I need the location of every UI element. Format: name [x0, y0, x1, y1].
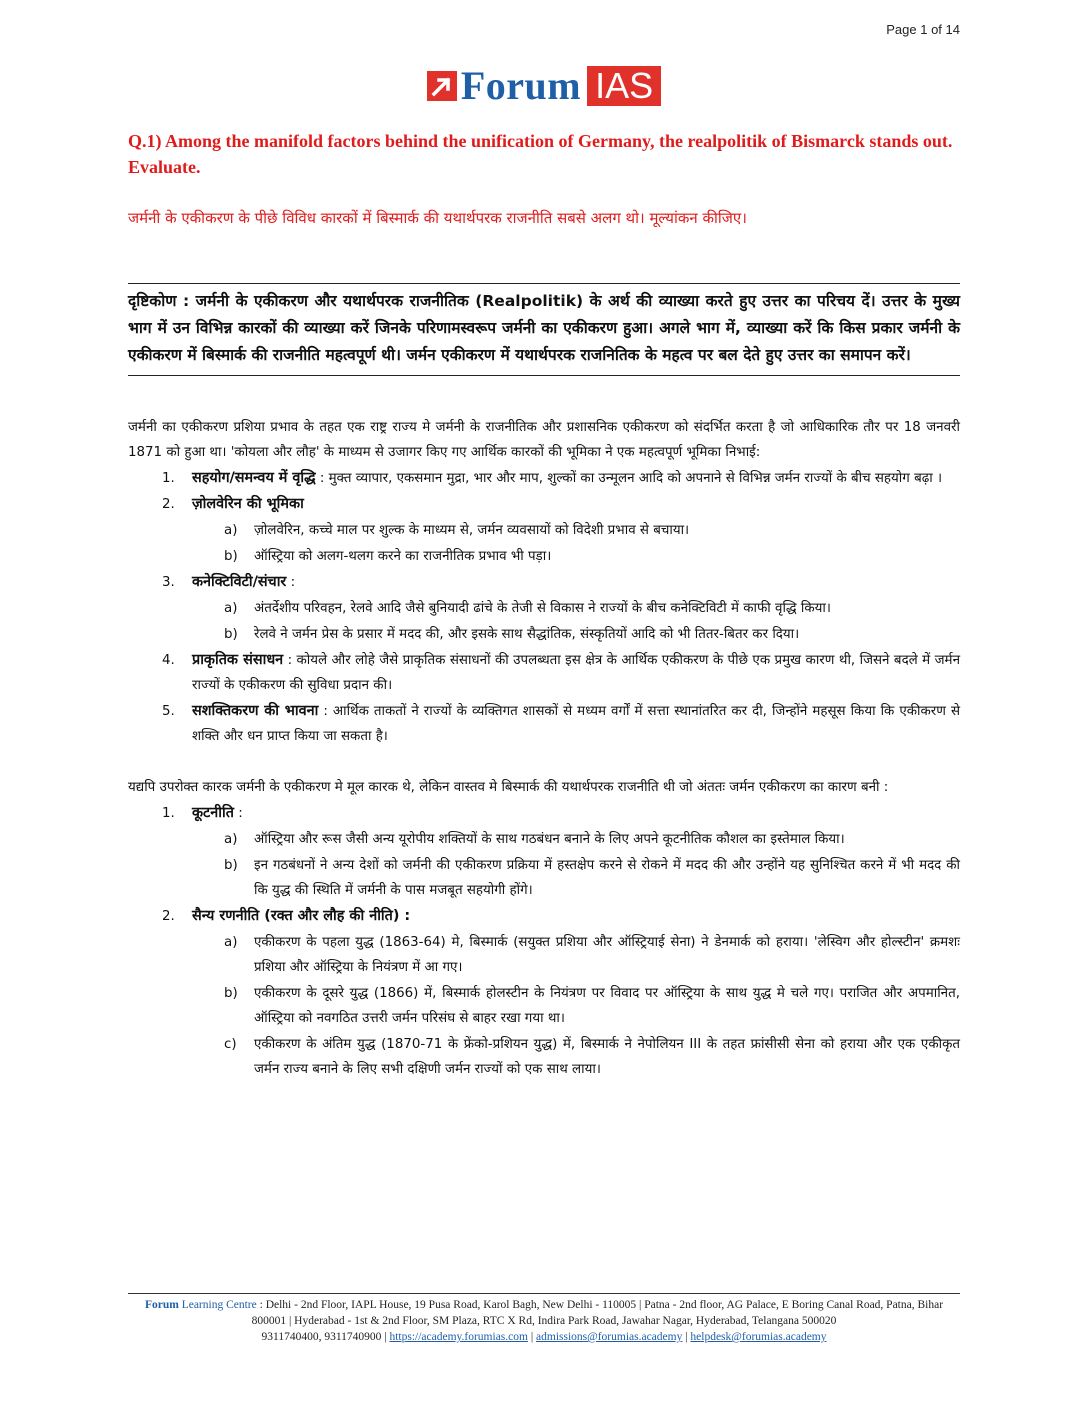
sub-list-item: b) एकीकरण के दूसरे युद्ध (1866) में, बिस्मार्क होलस्टीन के नियंत्रण पर विवाद पर ऑस्ट्रिया के साथ युद्ध मे चले गए। पराजित और अपमानित, ऑस्ट्रिया को नवगठित उत्तरी जर्मन परिसंघ से बाहर रखा गया था।	[224, 986, 960, 1026]
sub-list-item: b) ऑस्ट्रिया को अलग-थलग करने का राजनीतिक प्रभाव भी पड़ा।	[224, 549, 552, 564]
list-item: 1. सहयोग/समन्वय में वृद्धि : मुक्त व्यापार, एकसमान मुद्रा, भार और माप, शुल्कों का उन्मूलन आदि को अपनाने से विभिन्न जर्मन राज्यों के बीच सहयोग बढ़ा ।	[162, 470, 943, 486]
item-title: सैन्य रणनीति (रक्त और लौह की नीति) :	[192, 908, 411, 924]
question-hindi: जर्मनी के एकीकरण के पीछे विविध कारकों में बिस्मार्क की यथार्थपरक राजनीति सबसे अलग थो। मूल्यांकन कीजिए।	[128, 209, 747, 227]
approach-box: दृष्टिकोण : जर्मनी के एकीकरण और यथार्थपरक राजनीतिक (Realpolitik) के अर्थ की व्याख्या करते हुए उत्तर का परिचय दें। उत्तर के मुख्य भाग में उन विभिन्न कारकों की व्याख्या करें जिनके परिणामस्वरूप जर्मनी का एकीकरण हुआ। अगले भाग में, व्याख्या करें कि किस प्रकार जर्मनी के एकीकरण में बिस्मार्क की राजनीति महत्वपूर्ण थी। जर्मन एकीकरण में यथार्थपरक राजनितिक के महत्व पर बल देते हुए उत्तर का समापन करें।	[128, 283, 960, 376]
page-footer: Forum Learning Centre : Delhi - 2nd Floor, IAPL House, 19 Pusa Road, Karol Bagh, New Delhi - 110005 | Patna - 2nd floor, AG Palace, E Boring Canal Road, Patna, Bihar 800001 | Hyderabad - 1st & 2nd Floor, SM Plaza, RTC X Rd, Indira Park Road, Jawahar Nagar, Hyderabad, Telangana 500020 9311740400, 9311740900 | https://academy.forumias.com | admissions@forumias.academy | helpdesk@forumias.academy	[128, 1293, 960, 1345]
question-english: Q.1) Among the manifold factors behind the unification of Germany, the realpolitik of Bismarck stands out. Evaluate.	[128, 131, 953, 177]
item-title: प्राकृतिक संसाधन	[192, 652, 284, 668]
sub-list-item: b) इन गठबंधनों ने अन्य देशों को जर्मनी की एकीकरण प्रक्रिया में हस्तक्षेप करने से रोकने में मदद की और उन्होंने यह सुनिश्चित करने में भी मदद की कि युद्ध की स्थिति में जर्मनी के पास मजबूत सहयोगी होंगे।	[224, 858, 960, 898]
item-title: ज़ोलवेरिन की भूमिका	[192, 496, 304, 512]
item-title: सहयोग/समन्वय में वृद्धि	[192, 470, 316, 486]
sub-list-item: c) एकीकरण के अंतिम युद्ध (1870-71 के फ्रेंको-प्रशियन युद्ध) में, बिस्मार्क ने नेपोलियन III के तहत फ्रांसीसी सेना को हराया और एक एकीकृत जर्मन राज्य बनाने के लिए सभी दक्षिणी जर्मन राज्यों को एक साथ लाया।	[224, 1037, 960, 1077]
answer-body	[128, 415, 960, 1083]
item-title: कूटनीति	[192, 805, 234, 821]
list-item: 4. प्राकृतिक संसाधन : कोयले और लोहे जैसे प्राकृतिक संसाधनों की उपलब्धता इस क्षेत्र के आर्थिक एकीकरण के पीछे एक प्रमुख कारण थी, जिसने बदले में जर्मन राज्यों के एकीकरण की सुविधा प्रदान की।	[162, 652, 960, 693]
forumias-logo	[0, 63, 1088, 108]
sub-list-item: a) अंतर्देशीय परिवहन, रेलवे आदि जैसे बुनियादी ढांचे के तेजी से विकास ने राज्यों के बीच कनेक्टिविटी में काफी वृद्धि किया।	[224, 601, 831, 616]
footer-link-website[interactable]: https://academy.forumias.com	[389, 1331, 528, 1343]
page-number: Page 1 of 14	[886, 22, 960, 37]
logo-text-ias: IAS	[587, 66, 661, 106]
sub-list-item: a) ज़ोलवेरिन, कच्चे माल पर शुल्क के माध्यम से, जर्मन व्यवसायों को विदेशी प्रभाव से बचाया।	[224, 523, 690, 538]
footer-link-admissions[interactable]: admissions@forumias.academy	[536, 1331, 683, 1343]
list-item: 2. ज़ोलवेरिन की भूमिका	[162, 496, 304, 512]
item-title: सशक्तिकरण की भावना	[192, 703, 319, 719]
list-item: 1. कूटनीति :	[162, 805, 243, 821]
footer-link-helpdesk[interactable]: helpdesk@forumias.academy	[690, 1331, 827, 1343]
list-item: 3. कनेक्टिविटी/संचार :	[162, 574, 296, 590]
sub-list-item: b) रेलवे ने जर्मन प्रेस के प्रसार में मदद की, और इसके साथ सैद्धांतिक, संस्कृतियों आदि को भी तितर-बितर कर दिया।	[224, 627, 800, 642]
intro-paragraph: जर्मनी का एकीकरण प्रशिया प्रभाव के तहत एक राष्ट्र राज्य मे जर्मनी के राजनीतिक और प्रशासनिक एकीकरण को संदर्भित करता है जो आधिकारिक तौर पर 18 जनवरी 1871 को हुआ था। 'कोयला और लौह' के माध्यम से उजागर किए गए आर्थिक कारकों की भूमिका ने एक महत्वपूर्ण भूमिका निभाई:	[128, 420, 960, 460]
logo-text-forum: Forum	[460, 63, 582, 108]
sub-list-item: a) ऑस्ट्रिया और रूस जैसी अन्य यूरोपीय शक्तियों के साथ गठबंधन बनाने के लिए अपने कूटनीतिक कौशल का इस्तेमाल किया।	[224, 832, 845, 847]
footer-phones: 9311740400, 9311740900 |	[261, 1331, 387, 1343]
list-item: 2. सैन्य रणनीति (रक्त और लौह की नीति) :	[162, 908, 411, 924]
item-title: कनेक्टिविटी/संचार	[192, 574, 287, 590]
arrow-up-right-icon	[427, 71, 457, 101]
footer-brand: Forum	[144, 1299, 179, 1311]
footer-centre: Learning Centre	[181, 1299, 257, 1311]
list-item: 5. सशक्तिकरण की भावना : आर्थिक ताकतों ने राज्यों के व्यक्तिगत शासकों से मध्यम वर्गों में सत्ता स्थानांतरित कर दी, जिन्होंने महसूस किया कि एकीकरण से शक्ति और धन प्राप्त किया जा सकता है।	[162, 703, 960, 744]
sub-list-item: a) एकीकरण के पहला युद्ध (1863-64) मे, बिस्मार्क (सयुक्त प्रशिया और ऑस्ट्रियाई सेना) ने डेनमार्क को हराया। 'लेस्विग और होल्स्टीन' क्रमशः प्रशिया और ऑस्ट्रिया के नियंत्रण में आ गए।	[224, 935, 960, 975]
footer-addresses: : Delhi - 2nd Floor, IAPL House, 19 Pusa Road, Karol Bagh, New Delhi - 110005 | Patna - 2nd floor, AG Palace, E Boring Canal Road, Patna, Bihar 800001 | Hyderabad - 1st & 2nd Floor, SM Plaza, RTC X Rd, Indira Park Road, Jawahar Nagar, Hyderabad, Telangana 500020	[251, 1299, 944, 1327]
transition-paragraph: यद्यपि उपरोक्त कारक जर्मनी के एकीकरण मे मूल कारक थे, लेकिन वास्तव मे बिस्मार्क की यथार्थपरक राजनीति थी जो अंततः जर्मन एकीकरण का कारण बनी :	[128, 780, 889, 795]
